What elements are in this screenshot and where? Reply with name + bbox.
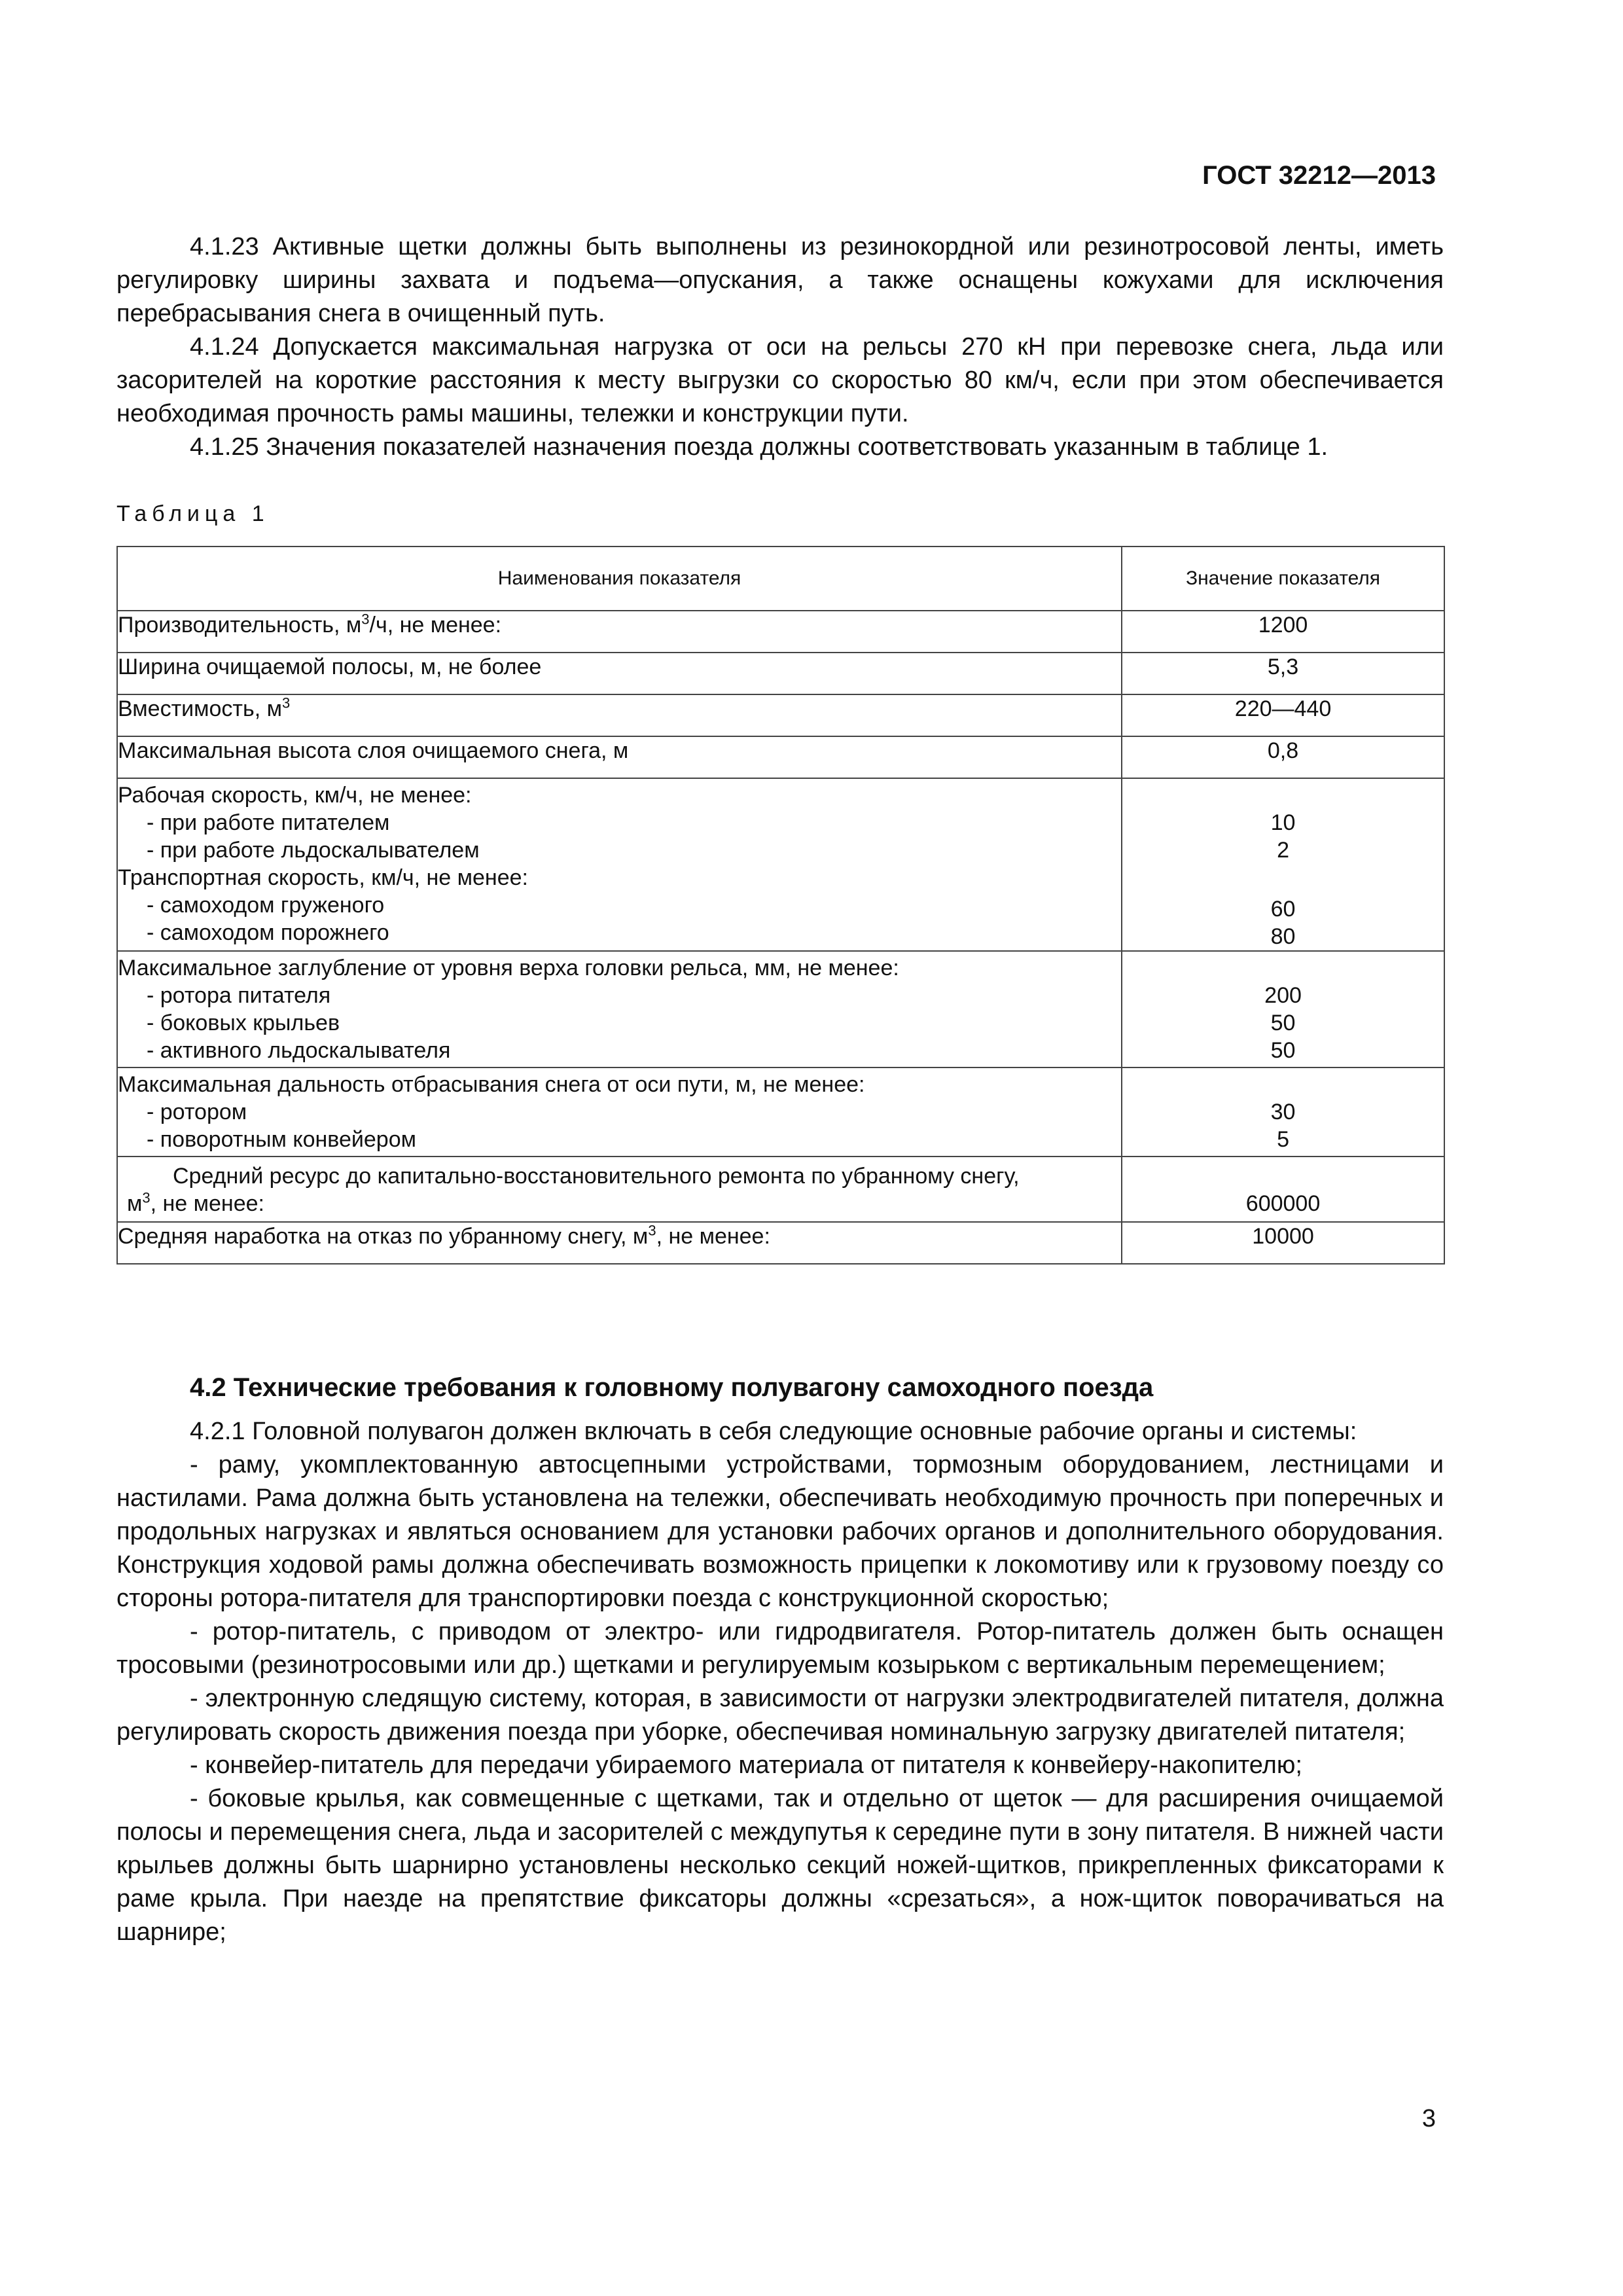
row-name: Максимальная высота слоя очищаемого снега, м bbox=[117, 736, 1122, 778]
paragraph-4-1-25: 4.1.25 Значения показателей назначения поезда должны соответствовать указанным в таблице 1. bbox=[190, 433, 1329, 461]
table-header-name: Наименования показателя bbox=[117, 547, 1122, 611]
row-value: 0,8 bbox=[1122, 736, 1444, 778]
row-value: 200 50 50 bbox=[1122, 951, 1444, 1067]
list-item: - раму, укомплектованную автосцепными устройствами, тормозным оборудованием, лестницами и настилами. Рама должна быть установлена на тележки, обеспечивать необходимую прочность при поперечных и продольных нагрузках и являться основанием для установки рабочих органов и дополнительного оборудования. Конструкция ходовой рамы должна обеспечивать возможность прицепки к локомотиву или к грузовому поезду со стороны ротора-питателя для транспортировки поезда с конструкционной скоростью; bbox=[116, 1451, 1444, 1612]
table-header-value: Значение показателя bbox=[1122, 547, 1444, 611]
table-row bbox=[117, 778, 1444, 951]
table-row bbox=[117, 1222, 1444, 1264]
row-name: Максимальная дальность отбрасывания снега от оси пути, м, не менее: - ротором - поворотным конвейером bbox=[117, 1067, 1122, 1157]
list-item: - электронную следящую систему, которая, в зависимости от нагрузки электродвигателей питателя, должна регулировать скорость движения поезда при уборке, обеспечивая номинальную загрузку двигателей питателя; bbox=[116, 1685, 1444, 1746]
row-name: Максимальное заглубление от уровня верха головки рельса, мм, не менее: - ротора питателя - боковых крыльев - активного льдоскалывателя bbox=[117, 951, 1122, 1067]
list-item: - конвейер-питатель для передачи убираемого материала от питателя к конвейеру-накопителю; bbox=[190, 1751, 1302, 1779]
paragraphs-top bbox=[116, 230, 1444, 464]
table-row bbox=[117, 1067, 1444, 1157]
row-value: 5,3 bbox=[1122, 653, 1444, 694]
table-row bbox=[117, 1157, 1444, 1222]
row-name: Средняя наработка на отказ по убранному снегу, $м^3$, не менее: bbox=[117, 1222, 1122, 1264]
table-caption: Таблица 1 bbox=[116, 501, 270, 526]
list-item: - ротор-питатель, с приводом от электро- или гидродвигателя. Ротор-питатель должен быть оснащен тросовыми (резинотросовыми или др.) щетками и регулируемым козырьком с вертикальным перемещением; bbox=[116, 1618, 1444, 1679]
row-value: 1200 bbox=[1122, 611, 1444, 653]
section-heading-4-2: 4.2 Технические требования к головному полувагону самоходного поезда bbox=[190, 1373, 1154, 1402]
table-row bbox=[117, 653, 1444, 694]
table-row bbox=[117, 736, 1444, 778]
paragraph-4-1-23: 4.1.23 Активные щетки должны быть выполнены из резинокордной или резинотросовой ленты, иметь регулировку ширины захвата и подъема—опускания, а также оснащены кожухами для исключения перебрасывания снега в очищенный путь. bbox=[116, 233, 1444, 327]
table-header-row bbox=[117, 547, 1444, 611]
table-row bbox=[117, 694, 1444, 736]
row-name: Ширина очищаемой полосы, м, не более bbox=[117, 653, 1122, 694]
row-name: Вместимость, $м^3$ bbox=[117, 694, 1122, 736]
indicators-table bbox=[116, 546, 1445, 1265]
row-name: Рабочая скорость, км/ч, не менее: - при работе питателем - при работе льдоскалывателем Транспортная скорость, км/ч, не менее: - самоходом груженого - самоходом порожнего bbox=[117, 778, 1122, 951]
paragraph-4-2-1: 4.2.1 Головной полувагон должен включать в себя следующие основные рабочие органы и системы: bbox=[190, 1418, 1357, 1445]
row-value: 600000 bbox=[1122, 1157, 1444, 1222]
row-value: 10000 bbox=[1122, 1222, 1444, 1264]
row-name: Производительность, $м^3/ч$, не менее: bbox=[117, 611, 1122, 653]
table-row bbox=[117, 951, 1444, 1067]
list-item: - боковые крылья, как совмещенные с щетками, так и отдельно от щеток — для расширения очищаемой полосы и перемещения снега, льда и засорителей с междупутья к середине пути в зону питателя. В нижней части крыльев должны быть шарнирно установлены несколько секций ножей-щитков, прикрепленных фиксаторами к раме крыла. При наезде на препятствие фиксаторы должны «срезаться», а нож-щиток поворачиваться на шарнире; bbox=[116, 1785, 1444, 1946]
row-name: Средний ресурс до капитально-восстановительного ремонта по убранному снегу, $м^3$, не менее: bbox=[117, 1157, 1122, 1222]
paragraphs-bottom bbox=[116, 1415, 1444, 1949]
table-row bbox=[117, 611, 1444, 653]
row-value: 30 5 bbox=[1122, 1067, 1444, 1157]
row-value: 220—440 bbox=[1122, 694, 1444, 736]
row-value: 10 2 60 80 bbox=[1122, 778, 1444, 951]
paragraph-4-1-24: 4.1.24 Допускается максимальная нагрузка от оси на рельсы 270 кН при перевозке снега, льда или засорителей на короткие расстояния к месту выгрузки со скоростью 80 км/ч, если при этом обеспечивается необходимая прочность рамы машины, тележки и конструкции пути. bbox=[116, 333, 1444, 427]
document-code: ГОСТ 32212—2013 bbox=[1202, 161, 1436, 190]
page-number: 3 bbox=[1421, 2105, 1436, 2132]
